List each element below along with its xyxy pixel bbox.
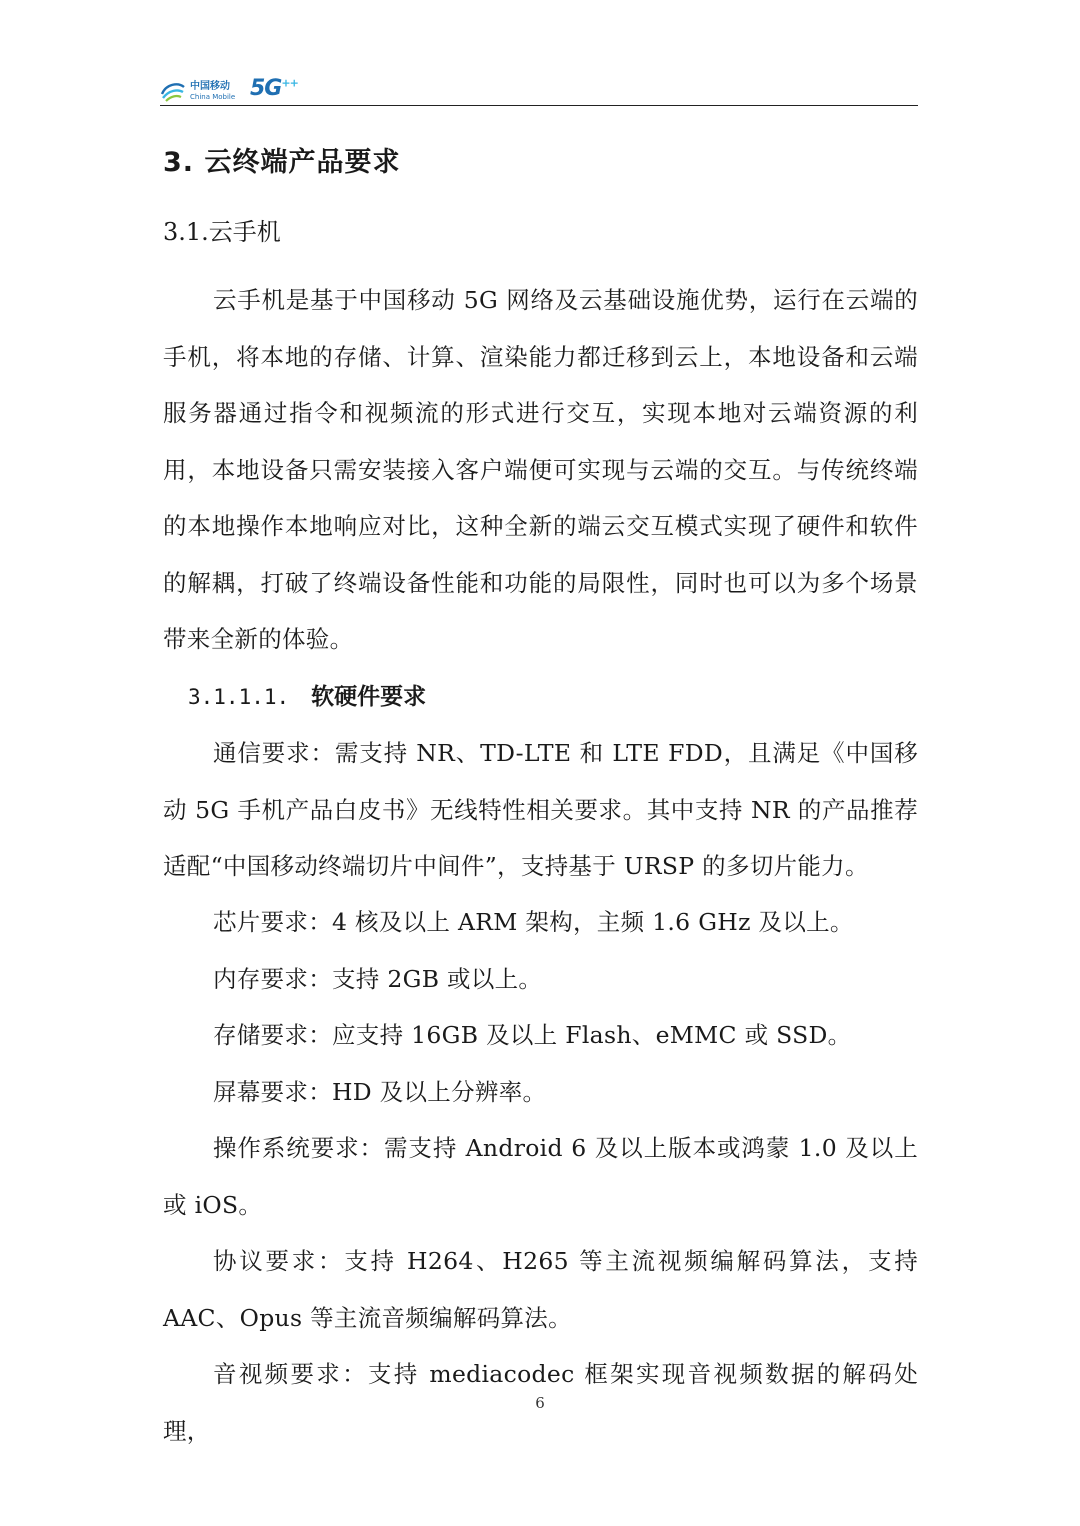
requirement-protocol: 协议要求：支持 H264、H265 等主流视频编解码算法，支持 AAC、Opus 等主流音频编解码算法。 (163, 1247, 918, 1332)
heading-title: 软硬件要求 (311, 684, 427, 710)
header-divider (160, 105, 918, 106)
5g-logo (250, 76, 298, 101)
brand-name-en: China Mobile (190, 92, 236, 101)
sub-subsection-heading (188, 678, 426, 711)
requirement-memory: 内存要求：支持 2GB 或以上。 (213, 965, 543, 993)
china-mobile-swirl-icon (160, 80, 186, 102)
requirement-os: 操作系统要求：需支持 Android 6 及以上版本或鸿蒙 1.0 及以上或 iOS。 (163, 1134, 918, 1219)
requirement-chip: 芯片要求：4 核及以上 ARM 架构，主频 1.6 GHz 及以上。 (213, 908, 854, 936)
brand-name-cn: 中国移动 (190, 80, 230, 92)
5g-plus-marks: ++ (281, 76, 298, 90)
section-heading: 3. 云终端产品要求 (163, 147, 401, 178)
5g-badge-text: 5G (250, 76, 282, 101)
heading-number: 3.1.1.1. (188, 685, 290, 709)
page-header (160, 72, 918, 108)
requirement-storage: 存储要求：应支持 16GB 及以上 Flash、eMMC 或 SSD。 (213, 1021, 852, 1049)
requirement-screen: 屏幕要求：HD 及以上分辨率。 (213, 1078, 547, 1106)
requirement-audio-video: 音视频要求：支持 mediacodec 框架实现音视频数据的解码处理， (163, 1360, 918, 1445)
intro-paragraph: 云手机是基于中国移动 5G 网络及云基础设施优势，运行在云端的手机，将本地的存储、计算、渲染能力都迁移到云上，本地设备和云端服务器通过指令和视频流的形式进行交互，实现本地对云端资源的利用，本地设备只需安装接入客户端便可实现与云端的交互。与传统终端的本地操作本地响应对比，这种全新的端云交互模式实现了硬件和软件的解耦，打破了终端设备性能和功能的局限性，同时也可以为多个场景带来全新的体验。 (163, 286, 918, 653)
china-mobile-logo (160, 78, 235, 104)
page-number: 6 (535, 1394, 545, 1412)
requirement-communication: 通信要求：需支持 NR、TD-LTE 和 LTE FDD，且满足《中国移动 5G 手机产品白皮书》无线特性相关要求。其中支持 NR 的产品推荐适配“中国移动终端切片中间件”，支持基于 URSP 的多切片能力。 (163, 739, 918, 880)
subsection-heading: 3.1.云手机 (163, 218, 281, 246)
